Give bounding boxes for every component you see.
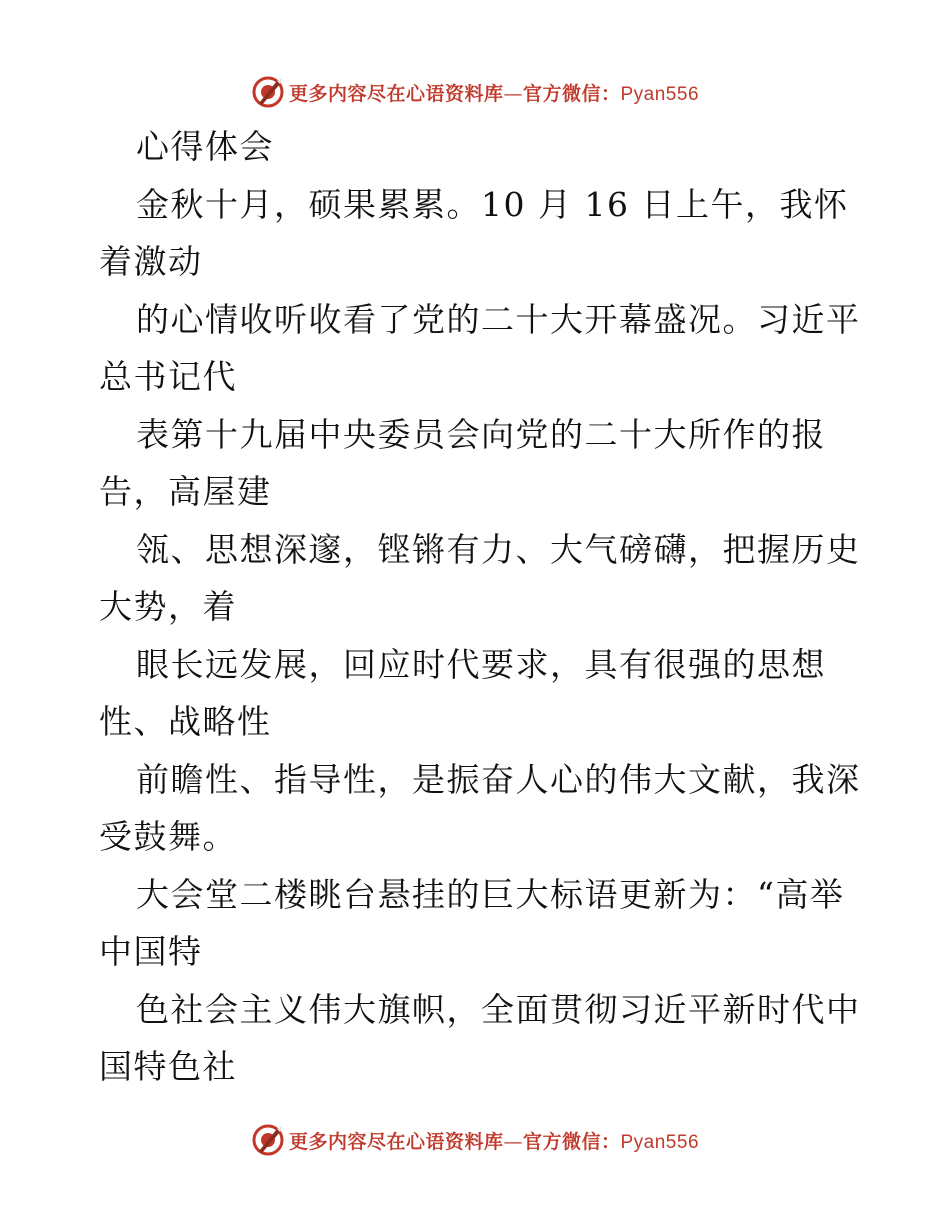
banner-wechat-label: 官方微信： [522, 1130, 621, 1153]
footer-banner-text [289, 1127, 699, 1154]
text-line: 性、战略性 [99, 702, 272, 741]
banner-dash: — [503, 1130, 523, 1153]
banner-wechat-id: Pyan556 [620, 83, 700, 105]
banner-main-text: 更多内容尽在心语资料库 [288, 1130, 504, 1153]
text-line: 色社会主义伟大旗帜，全面贯彻习近平新时代中 [136, 989, 861, 1029]
text-line: 金秋十月，硕果累累。10 月 16 日上午，我怀 [136, 184, 849, 224]
banner-wechat-id: Pyan556 [620, 1131, 700, 1153]
text-line: 受鼓舞。 [99, 817, 237, 856]
text-line: 大会堂二楼眺台悬挂的巨大标语更新为：“高举 [136, 874, 845, 914]
text-line: 中国特 [99, 932, 203, 971]
quill-logo-icon [251, 75, 285, 109]
document-body [99, 118, 859, 1096]
footer-banner [0, 1120, 950, 1160]
text-line: 瓴、思想深邃，铿锵有力、大气磅礴，把握历史 [136, 529, 861, 569]
quill-logo-icon [251, 1123, 285, 1157]
text-line: 的心情收听收看了党的二十大开幕盛况。习近平 [136, 299, 861, 339]
text-line: 心得体会 [136, 127, 274, 166]
text-line: 总书记代 [99, 357, 237, 396]
text-line: 着激动 [99, 242, 203, 281]
header-banner-text [289, 79, 699, 106]
text-line: 前瞻性、指导性，是振奋人心的伟大文献，我深 [136, 759, 861, 799]
banner-main-text: 更多内容尽在心语资料库 [288, 82, 504, 105]
banner-wechat-label: 官方微信： [522, 82, 621, 105]
text-line: 大势，着 [99, 587, 237, 626]
header-banner [0, 72, 950, 112]
text-line: 国特色社 [99, 1047, 237, 1086]
text-line: 眼长远发展，回应时代要求，具有很强的思想 [136, 644, 826, 684]
text-line: 表第十九届中央委员会向党的二十大所作的报 [136, 414, 826, 454]
banner-dash: — [503, 82, 523, 105]
text-line: 告，高屋建 [99, 472, 272, 511]
